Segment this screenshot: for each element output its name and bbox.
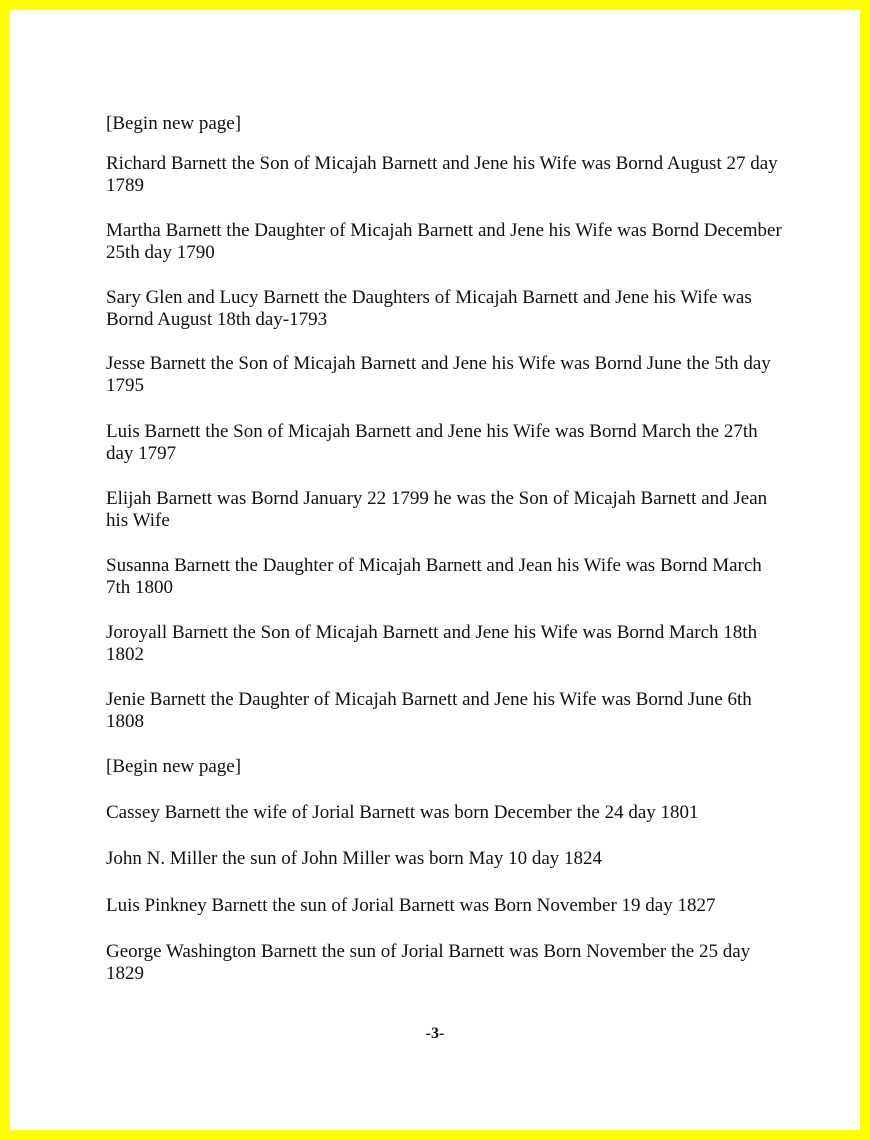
record-entry: Sary Glen and Lucy Barnett the Daughters of Micajah Barnett and Jene his Wife was Bornd August 18th day-1793 <box>106 287 752 330</box>
page-break-note: [Begin new page] <box>106 113 242 134</box>
record-entry: Jesse Barnett the Son of Micajah Barnett and Jene his Wife was Bornd June the 5th day 1795 <box>106 353 771 396</box>
page-break-note: [Begin new page] <box>106 756 242 777</box>
record-entry: Luis Pinkney Barnett the sun of Jorial Barnett was Born November 19 day 1827 <box>106 895 716 916</box>
document-page <box>10 10 860 1130</box>
record-entry: Elijah Barnett was Bornd January 22 1799 he was the Son of Micajah Barnett and Jean his Wife <box>106 488 768 531</box>
record-entry: Luis Barnett the Son of Micajah Barnett and Jene his Wife was Bornd March the 27th day 1797 <box>106 421 758 464</box>
record-entry: Martha Barnett the Daughter of Micajah Barnett and Jene his Wife was Bornd December 25th day 1790 <box>106 220 782 263</box>
page-number: -3- <box>425 1025 445 1042</box>
record-entry: Cassey Barnett the wife of Jorial Barnett was born December the 24 day 1801 <box>106 802 699 823</box>
record-entry: Richard Barnett the Son of Micajah Barnett and Jene his Wife was Bornd August 27 day 1789 <box>106 153 778 196</box>
record-entry: George Washington Barnett the sun of Jorial Barnett was Born November the 25 day 1829 <box>106 941 751 984</box>
record-entry: John N. Miller the sun of John Miller was born May 10 day 1824 <box>106 848 603 869</box>
record-entry: Susanna Barnett the Daughter of Micajah Barnett and Jean his Wife was Bornd March 7th 1800 <box>106 555 762 598</box>
record-entry: Joroyall Barnett the Son of Micajah Barnett and Jene his Wife was Bornd March 18th 1802 <box>106 622 758 665</box>
record-entry: Jenie Barnett the Daughter of Micajah Barnett and Jene his Wife was Bornd June 6th 1808 <box>106 689 752 732</box>
